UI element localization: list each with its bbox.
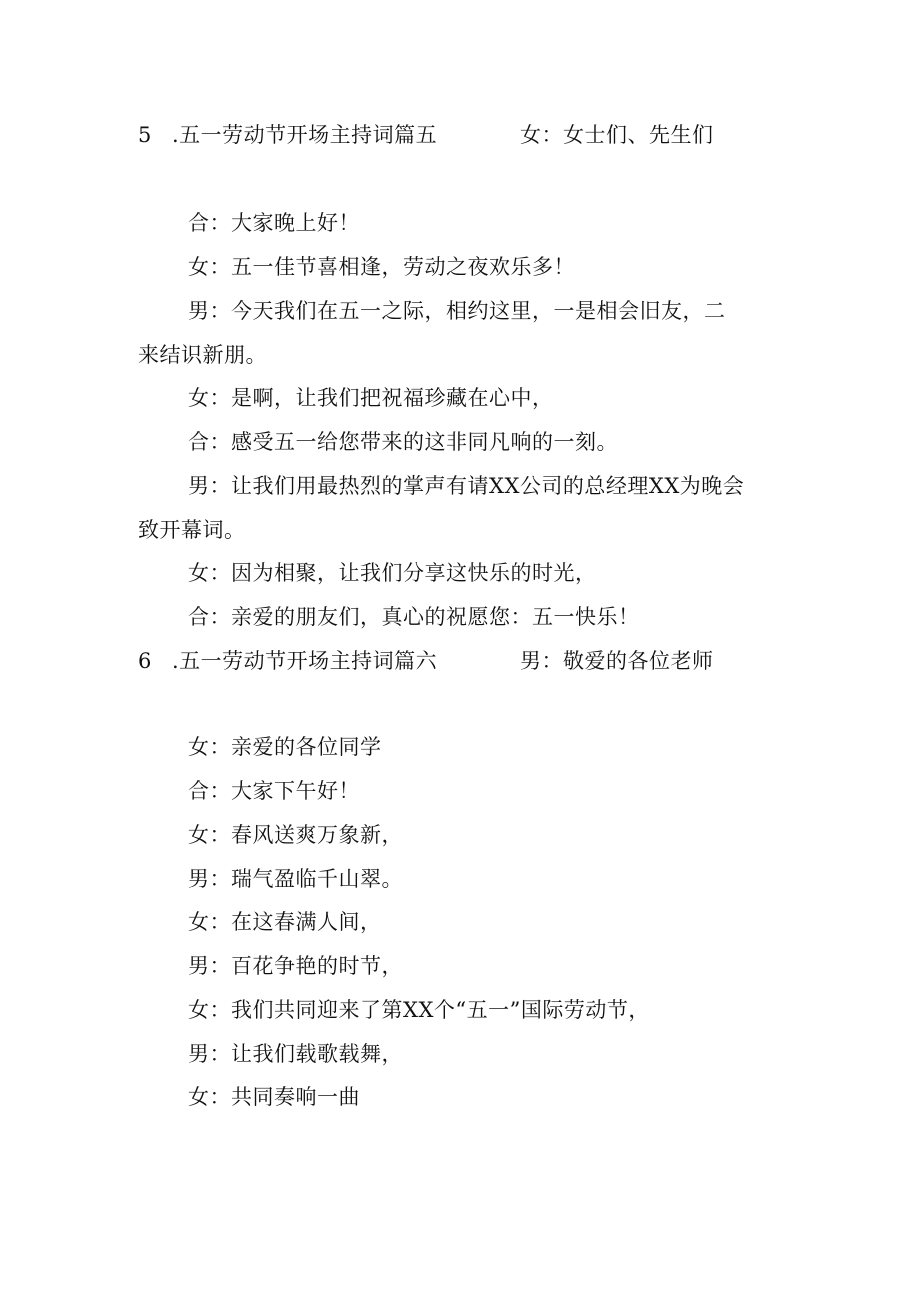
section-5-line: 女：五一佳节喜相逢，劳动之夜欢乐多！	[188, 255, 575, 279]
section-5-line: 来结识新朋。	[138, 343, 267, 367]
section-5-line: 女：是啊，让我们把祝福珍藏在心中，	[188, 386, 554, 410]
section-5-number: 5	[138, 123, 152, 147]
section-6-line: 女：亲爱的各位同学	[188, 735, 382, 759]
section-5-line: 男：今天我们在五一之际，相约这里，一是相会旧友，二	[188, 299, 726, 323]
section-6-line: 男：百花争艳的时节，	[188, 954, 403, 978]
section-5-line: 男：让我们用最热烈的掌声有请XX公司的总经理XX为晚会	[188, 474, 745, 498]
section-5-line: 女：因为相聚，让我们分享这快乐的时光，	[188, 561, 597, 585]
section-6-line: 男：瑞气盈临千山翠。	[188, 867, 403, 891]
section-6-line: 合：大家下午好！	[188, 779, 360, 803]
section-5-first-line: 女：女士们、先生们	[520, 123, 714, 147]
section-6-line: 女：在这春满人间，	[188, 910, 382, 934]
section-6-line: 女：春风送爽万象新，	[188, 823, 403, 847]
section-5-line: 合：大家晚上好！	[188, 211, 360, 235]
section-6-number: 6	[138, 649, 152, 673]
section-6-line: 男：让我们载歌载舞，	[188, 1042, 403, 1066]
section-5-line: 合：感受五一给您带来的这非同凡响的一刻。	[188, 430, 618, 454]
section-6-first-line: 男：敬爱的各位老师	[520, 649, 714, 673]
section-5-line: 致开幕词。	[138, 518, 246, 542]
section-5-title: .五一劳动节开场主持词篇五	[172, 123, 438, 147]
section-5-line: 合：亲爱的朋友们，真心的祝愿您：五一快乐！	[188, 605, 640, 629]
section-6-line: 女：我们共同迎来了第XX个“五一”国际劳动节，	[188, 998, 650, 1022]
section-6-title: .五一劳动节开场主持词篇六	[172, 649, 438, 673]
section-6-line: 女：共同奏响一曲	[188, 1085, 360, 1109]
